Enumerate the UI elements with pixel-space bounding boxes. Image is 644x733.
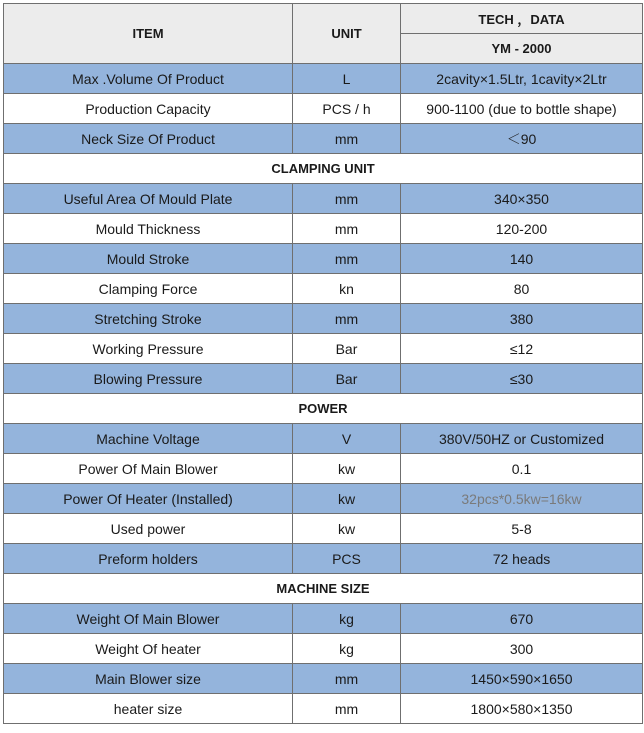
value-cell: 140 [401,244,643,274]
value-cell: 0.1 [401,454,643,484]
value-cell: 380V/50HZ or Customized [401,424,643,454]
unit-cell: Bar [293,334,401,364]
unit-cell: mm [293,214,401,244]
value-cell: 80 [401,274,643,304]
section-clamping-unit: CLAMPING UNIT [4,154,643,184]
item-cell: Production Capacity [4,94,293,124]
item-cell: Max .Volume Of Product [4,64,293,94]
value-cell: ＜90 [401,124,643,154]
table-row [4,484,643,514]
table-row [4,304,643,334]
value-cell: 380 [401,304,643,334]
section-power: POWER [4,394,643,424]
table-row [4,424,643,454]
unit-cell: Bar [293,364,401,394]
unit-cell: kg [293,634,401,664]
table-row [4,664,643,694]
table-row [4,604,643,634]
item-cell: Clamping Force [4,274,293,304]
table-row [4,364,643,394]
header-tech-data: TECH ，DATA [401,4,643,34]
value-cell: 900-1100 (due to bottle shape) [401,94,643,124]
unit-cell: mm [293,664,401,694]
item-cell: heater size [4,694,293,724]
unit-cell: L [293,64,401,94]
section-row [4,394,643,424]
table-row [4,274,643,304]
item-cell: Mould Thickness [4,214,293,244]
unit-cell: kw [293,514,401,544]
value-cell: 120-200 [401,214,643,244]
value-cell: ≤30 [401,364,643,394]
section-row [4,154,643,184]
table-row [4,244,643,274]
unit-cell: kg [293,604,401,634]
item-cell: Weight Of Main Blower [4,604,293,634]
value-cell: 72 heads [401,544,643,574]
item-cell: Blowing Pressure [4,364,293,394]
value-cell: 340×350 [401,184,643,214]
item-cell: Working Pressure [4,334,293,364]
unit-cell: mm [293,244,401,274]
value-cell: 2cavity×1.5Ltr, 1cavity×2Ltr [401,64,643,94]
table-row [4,634,643,664]
unit-cell: kw [293,454,401,484]
unit-cell: V [293,424,401,454]
table-row [4,694,643,724]
item-cell: Mould Stroke [4,244,293,274]
item-cell: Machine Voltage [4,424,293,454]
item-cell: Main Blower size [4,664,293,694]
item-cell: Preform holders [4,544,293,574]
value-cell: 670 [401,604,643,634]
unit-cell: kw [293,484,401,514]
spec-table [3,3,643,724]
table-row [4,214,643,244]
table-row [4,544,643,574]
table-row [4,184,643,214]
section-machine-size: MACHINE SIZE [4,574,643,604]
header-model: YM - 2000 [401,34,643,64]
table-row [4,94,643,124]
unit-cell: PCS / h [293,94,401,124]
value-cell: 32pcs*0.5kw=16kw [401,484,643,514]
unit-cell: mm [293,184,401,214]
table-row [4,64,643,94]
item-cell: Useful Area Of Mould Plate [4,184,293,214]
item-cell: Neck Size Of Product [4,124,293,154]
value-cell: ≤12 [401,334,643,364]
section-row [4,574,643,604]
value-cell: 1800×580×1350 [401,694,643,724]
unit-cell: kn [293,274,401,304]
value-cell: 300 [401,634,643,664]
item-cell: Power Of Main Blower [4,454,293,484]
table-row [4,334,643,364]
unit-cell: mm [293,124,401,154]
unit-cell: PCS [293,544,401,574]
table-row [4,514,643,544]
header-unit: UNIT [293,4,401,64]
item-cell: Weight Of heater [4,634,293,664]
unit-cell: mm [293,304,401,334]
unit-cell: mm [293,694,401,724]
value-cell: 1450×590×1650 [401,664,643,694]
item-cell: Stretching Stroke [4,304,293,334]
item-cell: Used power [4,514,293,544]
table-row [4,454,643,484]
table-row [4,124,643,154]
value-cell: 5-8 [401,514,643,544]
header-item: ITEM [4,4,293,64]
header-row [4,4,643,34]
item-cell: Power Of Heater (Installed) [4,484,293,514]
